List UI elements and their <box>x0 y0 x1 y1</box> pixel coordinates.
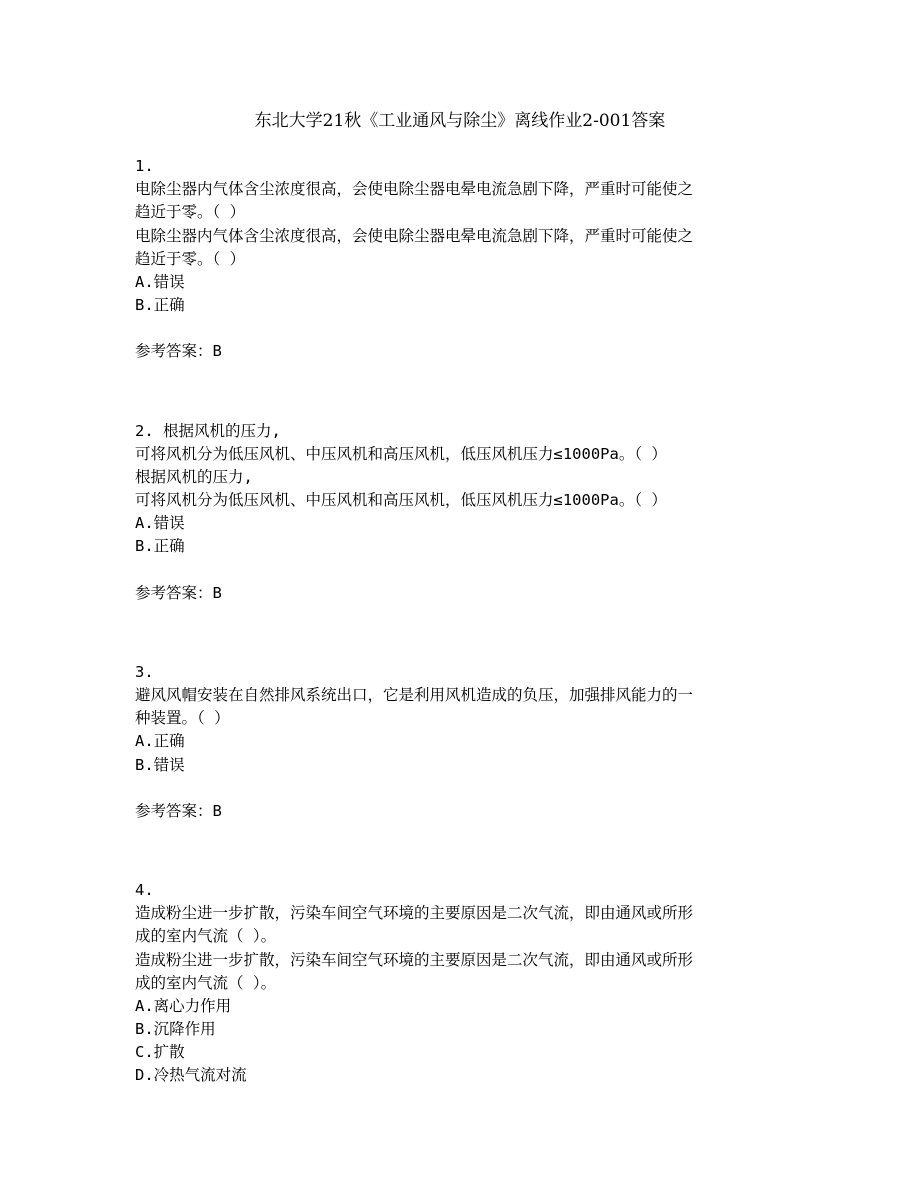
reference-answer: 参考答案：B <box>135 583 222 602</box>
question-text: 可将风机分为低压风机、中压风机和高压风机，低压风机压力≤1000Pa。（ ） <box>135 491 667 510</box>
option-a: A.错误 <box>135 272 185 291</box>
question-text: 造成粉尘进一步扩散，污染车间空气环境的主要原因是二次气流，即由通风或所形 <box>135 950 694 969</box>
document-title: 东北大学21秋《工业通风与除尘》离线作业2-001答案 <box>254 111 666 131</box>
option-a: A.正确 <box>135 732 185 751</box>
option-a: A.离心力作用 <box>135 996 232 1015</box>
option-b: B.正确 <box>135 537 185 556</box>
question-2 <box>135 420 795 605</box>
question-number: 4. <box>135 880 154 899</box>
question-text: 趋近于零。（ ） <box>135 249 246 268</box>
question-1 <box>135 155 795 364</box>
question-text: 趋近于零。（ ） <box>135 203 246 222</box>
question-number: 1. <box>135 157 154 175</box>
reference-answer: 参考答案：B <box>135 342 222 361</box>
option-b: B.沉降作用 <box>135 1020 216 1039</box>
question-text: 造成粉尘进一步扩散，污染车间空气环境的主要原因是二次气流，即由通风或所形 <box>135 904 694 923</box>
reference-answer: 参考答案：B <box>135 801 222 820</box>
question-4 <box>135 879 795 1088</box>
question-3 <box>135 661 795 823</box>
question-number: 2. 根据风机的压力, <box>135 421 281 440</box>
question-text: 成的室内气流（ ）。 <box>135 973 277 992</box>
question-text: 电除尘器内气体含尘浓度很高，会使电除尘器电晕电流急剧下降，严重时可能使之 <box>135 180 694 199</box>
question-list <box>135 155 795 1088</box>
question-number: 3. <box>135 662 154 681</box>
option-b: B.正确 <box>135 296 185 315</box>
question-text: 电除尘器内气体含尘浓度很高，会使电除尘器电晕电流急剧下降，严重时可能使之 <box>135 226 694 245</box>
question-text: 种装置。（ ） <box>135 709 230 728</box>
option-c: C.扩散 <box>135 1043 185 1062</box>
option-a: A.错误 <box>135 514 185 533</box>
question-text: 根据风机的压力, <box>135 467 253 486</box>
option-d: D.冷热气流对流 <box>135 1066 247 1085</box>
question-text: 成的室内气流（ ）。 <box>135 927 277 946</box>
question-text: 可将风机分为低压风机、中压风机和高压风机，低压风机压力≤1000Pa。（ ） <box>135 444 667 463</box>
question-text: 避风风帽安装在自然排风系统出口，它是利用风机造成的负压，加强排风能力的一 <box>135 686 694 704</box>
option-b: B.错误 <box>135 755 185 774</box>
